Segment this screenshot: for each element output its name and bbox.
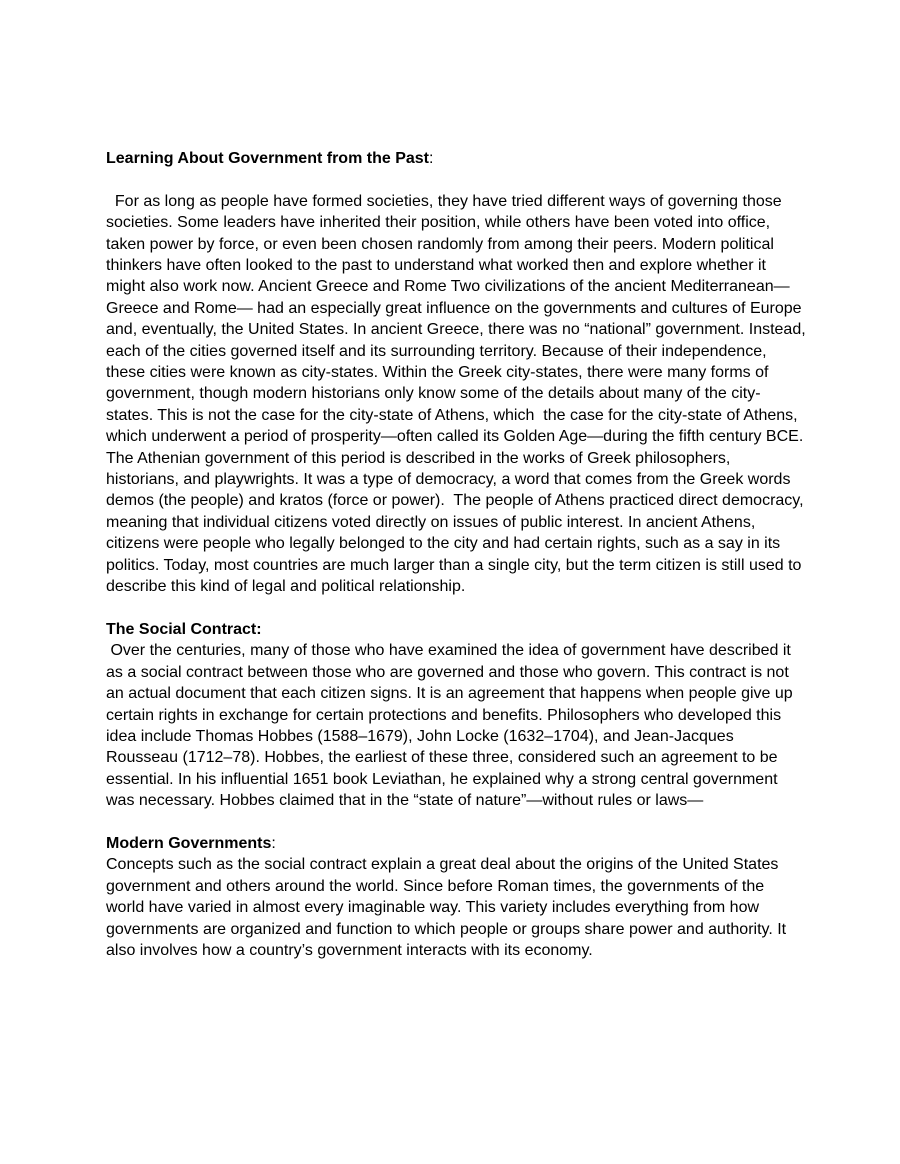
section-heading-text: Modern Governments bbox=[106, 834, 272, 852]
section-heading-suffix: : bbox=[429, 150, 434, 167]
section-body: Concepts such as the social contract explain a great deal about the origins of the United States government and others around the world. Since before Roman times, the governments of the world have varied in almost every imaginable way. This variety includes everything from how governments are organized and function to which people or groups share power and authority. It also involves how a country’s government interacts with its economy. bbox=[106, 856, 791, 959]
section-body: Over the centuries, many of those who have examined the idea of government have described it as a social contract between those who are governed and those who govern. This contract is not an actual document that each citizen signs. It is an agreement that happens when people give up certain rights in exchange for certain protections and benefits. Philosophers who developed this idea include Thomas Hobbes (1588–1679), John Locke (1632–1704), and Jean-Jacques Rousseau (1712–78). Hobbes, the earliest of these three, considered such an agreement to be essential. In his influential 1651 book Leviathan, he explained why a strong central government was necessary. Hobbes claimed that in the “state of nature”—without rules or laws— bbox=[106, 642, 798, 810]
section-body: For as long as people have formed societies, they have tried different ways of governing those societies. Some leaders have inherited their position, while others have been voted into office, taken power by force, or even been chosen randomly from among their peers. Modern political thinkers have often looked to the past to understand what worked then and explore whether it might also work now. Ancient Greece and Rome Two civilizations of the ancient Mediterranean—Greece and Rome— had an especially great influence on the governments and cultures of Europe and, eventually, the United States. In ancient Greece, there was no “national” government. Instead, each of the cities governed itself and its surrounding territory. Because of their independence, these cities were known as city-states. Within the Greek city-states, there were many forms of government, though modern historians only know some of the details about many of the city-states. This is not the case for the city-state of Athens, which the case for the city-state of Athens, which underwent a period of prosperity—often called its Golden Age—during the fifth century BCE. The Athenian government of this period is described in the works of Greek philosophers, historians, and playwrights. It was a type of democracy, a word that comes from the Greek words demos (the people) and kratos (force or power). The people of Athens practiced direct democracy, meaning that individual citizens voted directly on issues of public interest. In ancient Athens, citizens were people who legally belonged to the city and had certain rights, such as a say in its politics. Today, most countries are much larger than a single city, but the term citizen is still used to describe this kind of legal and political relationship. bbox=[106, 192, 811, 596]
document-page bbox=[106, 148, 811, 961]
section-heading-suffix: : bbox=[271, 834, 276, 852]
section-heading bbox=[106, 619, 806, 640]
section-learning-about-government bbox=[106, 148, 811, 598]
section-heading-text: The Social Contract: bbox=[106, 620, 262, 638]
spacer bbox=[106, 812, 806, 833]
section-heading bbox=[106, 833, 806, 854]
spacer bbox=[106, 169, 806, 190]
spacer bbox=[106, 598, 806, 619]
section-heading-text: Learning About Government from the Past bbox=[106, 150, 429, 167]
section-heading bbox=[106, 148, 806, 169]
section-social-contract bbox=[106, 619, 806, 812]
section-modern-governments bbox=[106, 833, 806, 961]
